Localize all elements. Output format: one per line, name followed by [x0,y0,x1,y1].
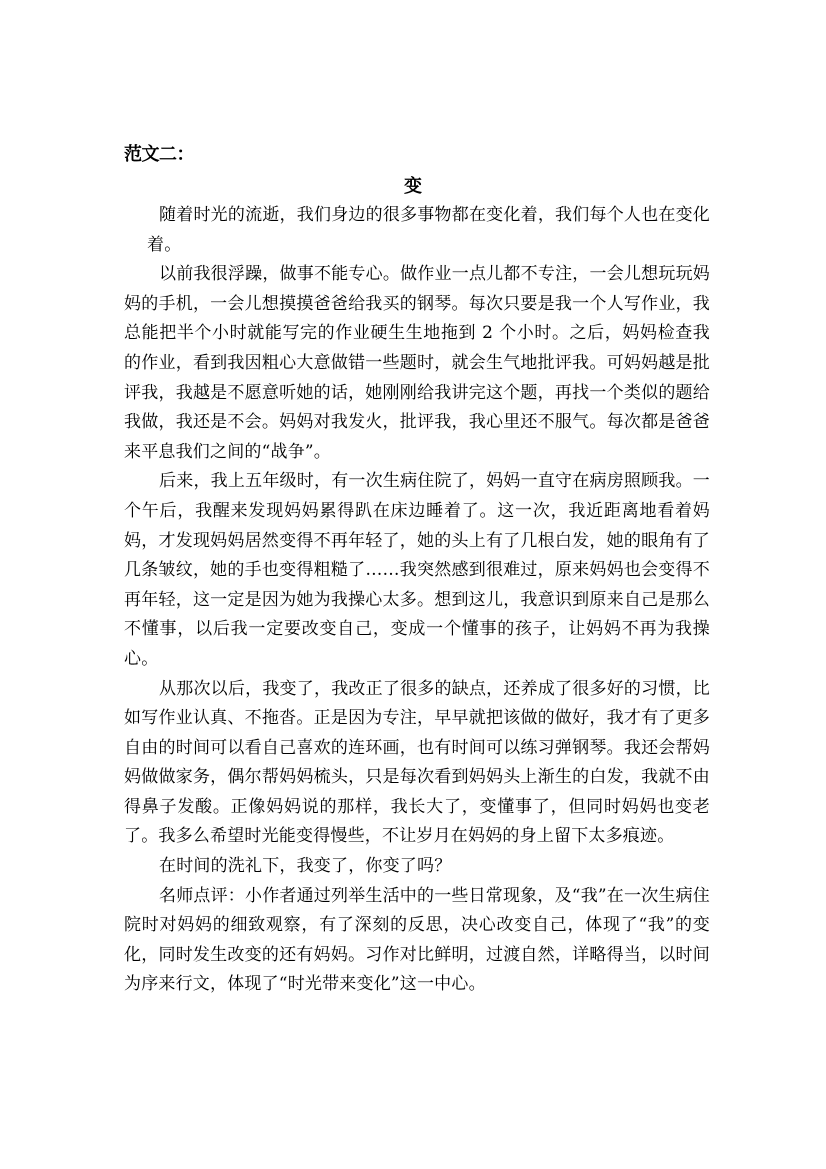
paragraph-comment: 名师点评：小作者通过列举生活中的一些日常现象，及“我”在一次生病住院时对妈妈的细致观察，有了深刻的反思，决心改变自己，体现了“我”的变化，同时发生改变的还有妈妈。习作对比鲜明，过渡自然，详略得当，以时间为序来行文，体现了“时光带来变化”这一中心。 [124,885,710,995]
section-heading: 范文二： [124,144,194,165]
paragraph-question: 在时间的洗礼下，我变了，你变了吗？ [159,856,452,877]
paragraph-past: 以前我很浮躁，做事不能专心。做作业一点儿都不专注，一会儿想玩玩妈妈的手机，一会儿想摸摸爸爸给我买的钢琴。每次只要是我一个人写作业，我总能把半个小时就能写完的作业硬生生地拖到 2 个小时。之后，妈妈检查我的作业，看到我因粗心大意做错一些题时，就会生气地批评我。可妈妈越是批评我，我越是不愿意听她的话，她刚刚给我讲完这个题，再找一个类似的题给我做，我还是不会。妈妈对我发火，批评我，我心里还不服气。每次都是爸爸来平息我们之间的“战争”。 [124,264,710,462]
essay-body [124,201,710,1000]
paragraph-intro: 随着时光的流逝，我们身边的很多事物都在变化着，我们每个人也在变化着。 [147,205,710,255]
paragraph-change: 从那次以后，我变了，我改正了很多的缺点，还养成了很多好的习惯，比如写作业认真、不拖沓。正是因为专注，早早就把该做的做好，我才有了更多自由的时间可以看自己喜欢的连环画，也有时间可以练习弹钢琴。我还会帮妈妈做做家务，偶尔帮妈妈梳头，只是每次看到妈妈头上渐生的白发，我就不由得鼻子发酸。正像妈妈说的那样，我长大了，变懂事了，但同时妈妈也变老了。我多么希望时光能变得慢些，不让岁月在妈妈的身上留下太多痕迹。 [124,678,710,847]
paragraph-hospital: 后来，我上五年级时，有一次生病住院了，妈妈一直守在病房照顾我。一个午后，我醒来发现妈妈累得趴在床边睡着了。这一次，我近距离地看着妈妈，才发现妈妈居然变得不再年轻了，她的头上有了几根白发，她的眼角有了几条皱纹，她的手也变得粗糙了……我突然感到很难过，原来妈妈也会变得不再年轻，这一定是因为她为我操心太多。想到这儿，我意识到原来自己是那么不懂事，以后我一定要改变自己，变成一个懂事的孩子，让妈妈不再为我操心。 [124,471,710,669]
essay-title: 变 [404,176,422,197]
